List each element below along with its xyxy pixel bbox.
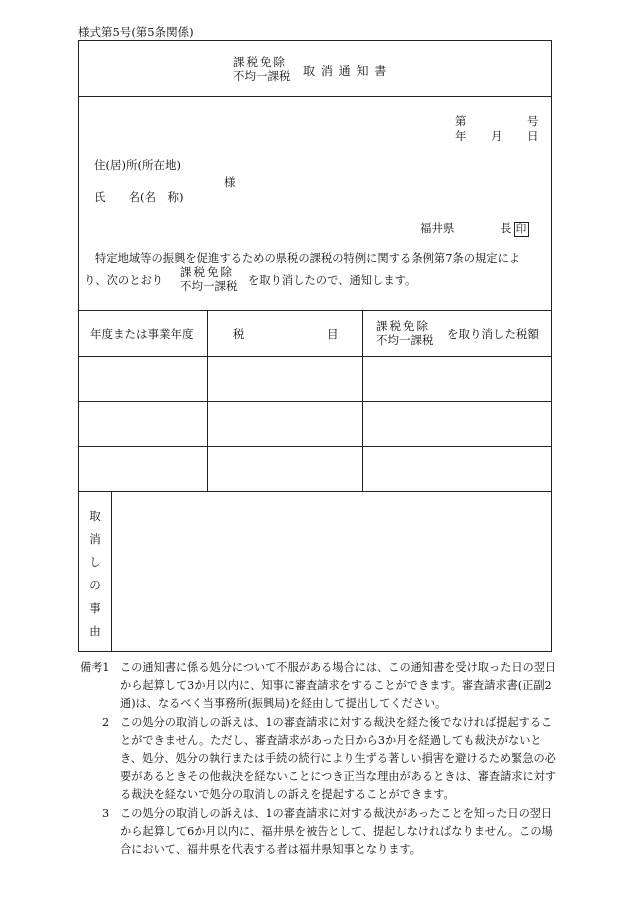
body-options (180, 265, 238, 293)
body-line2-post: を取り消したので、通知します。 (248, 274, 417, 287)
col-header-amount: を取り消した税額 (447, 327, 539, 341)
honorific: 様 (224, 175, 236, 189)
col-header-options (376, 319, 434, 347)
date-day: 日 (527, 129, 539, 143)
title-options (233, 55, 291, 83)
note-label-3: 3 (102, 806, 110, 820)
title-option-uneven: 不均一課税 (233, 69, 291, 83)
col-header-tax-b: 目 (327, 327, 339, 341)
address-label: 住(居)所(所在地) (94, 158, 181, 172)
reason-label (84, 508, 106, 646)
number-suffix: 号 (527, 114, 539, 128)
date-month: 月 (491, 129, 503, 143)
note-text-1: この通知書に係る処分について不服がある場合には、この通知書を受け取った日の翌日から起算して3か月以内に、知事に審査請求をすることができます。審査請求書(正副2通)は、なるべく当事務所(振興局)を経由して提出してください。 (120, 661, 557, 711)
body-option-exemption: 課税免除 (180, 265, 234, 279)
issuer-prefecture: 福井県 (420, 221, 455, 235)
note-3 (80, 805, 560, 860)
table-row (79, 357, 551, 401)
body-option-uneven: 不均一課税 (180, 279, 238, 293)
issuer-title: 長 (500, 221, 512, 235)
title-option-exemption: 課税免除 (233, 55, 287, 69)
reason-char: 取 (89, 509, 101, 523)
page-title: 取 消 通 知 書 (303, 64, 388, 78)
col-header-option-exemption: 課税免除 (376, 319, 430, 333)
table-row (79, 447, 551, 491)
table-row (79, 402, 551, 446)
body-line2-pre: り、次のとおり (84, 274, 164, 287)
number-prefix: 第 (455, 114, 467, 128)
body-line1: 特定地域等の振興を促進するための県税の課税の特例に関する条例第7条の規定によ (95, 252, 521, 265)
note-1 (80, 659, 560, 714)
reason-char: 事 (89, 601, 101, 615)
note-label-2: 2 (102, 715, 110, 729)
issuer-line (500, 220, 529, 237)
notes-section (80, 659, 560, 859)
reason-char: 消 (89, 532, 101, 546)
seal-mark: 印 (514, 222, 529, 237)
name-label: 氏 名(名 称) (94, 190, 184, 204)
note-label-1: 備考1 (80, 661, 110, 674)
col-header-option-uneven: 不均一課税 (376, 333, 434, 347)
reason-char: し (89, 555, 101, 569)
reason-field (112, 492, 551, 651)
col-header-tax-a: 税 (233, 327, 245, 341)
form-label: 様式第5号(第5条関係) (78, 25, 194, 39)
col-header-year: 年度または事業年度 (90, 327, 194, 341)
reason-char: 由 (89, 624, 101, 638)
reason-char: の (89, 578, 101, 592)
note-text-2: この処分の取消しの訴えは、1の審査請求に対する裁決を経た後でなければ提起することができません。ただし、審査請求があった日から3か月を経過しても裁決がないとき、処分、処分の執行または手続の続行により生ずる著しい損害を避けるため緊急の必要があるときその他裁決を経ないことにつき正当な理由があるときは、審査請求に対する裁決を経ないで処分の取消しの訴えを提起することができます。 (120, 715, 557, 802)
date-year: 年 (455, 129, 467, 143)
note-2 (80, 714, 560, 805)
note-text-3: この処分の取消しの訴えは、1の審査請求に対する裁決があったことを知った日の翌日から起算して6か月以内に、福井県を被告として、提起しなければなりません。この場合において、福井県を代表する者は福井県知事となります。 (120, 806, 553, 857)
